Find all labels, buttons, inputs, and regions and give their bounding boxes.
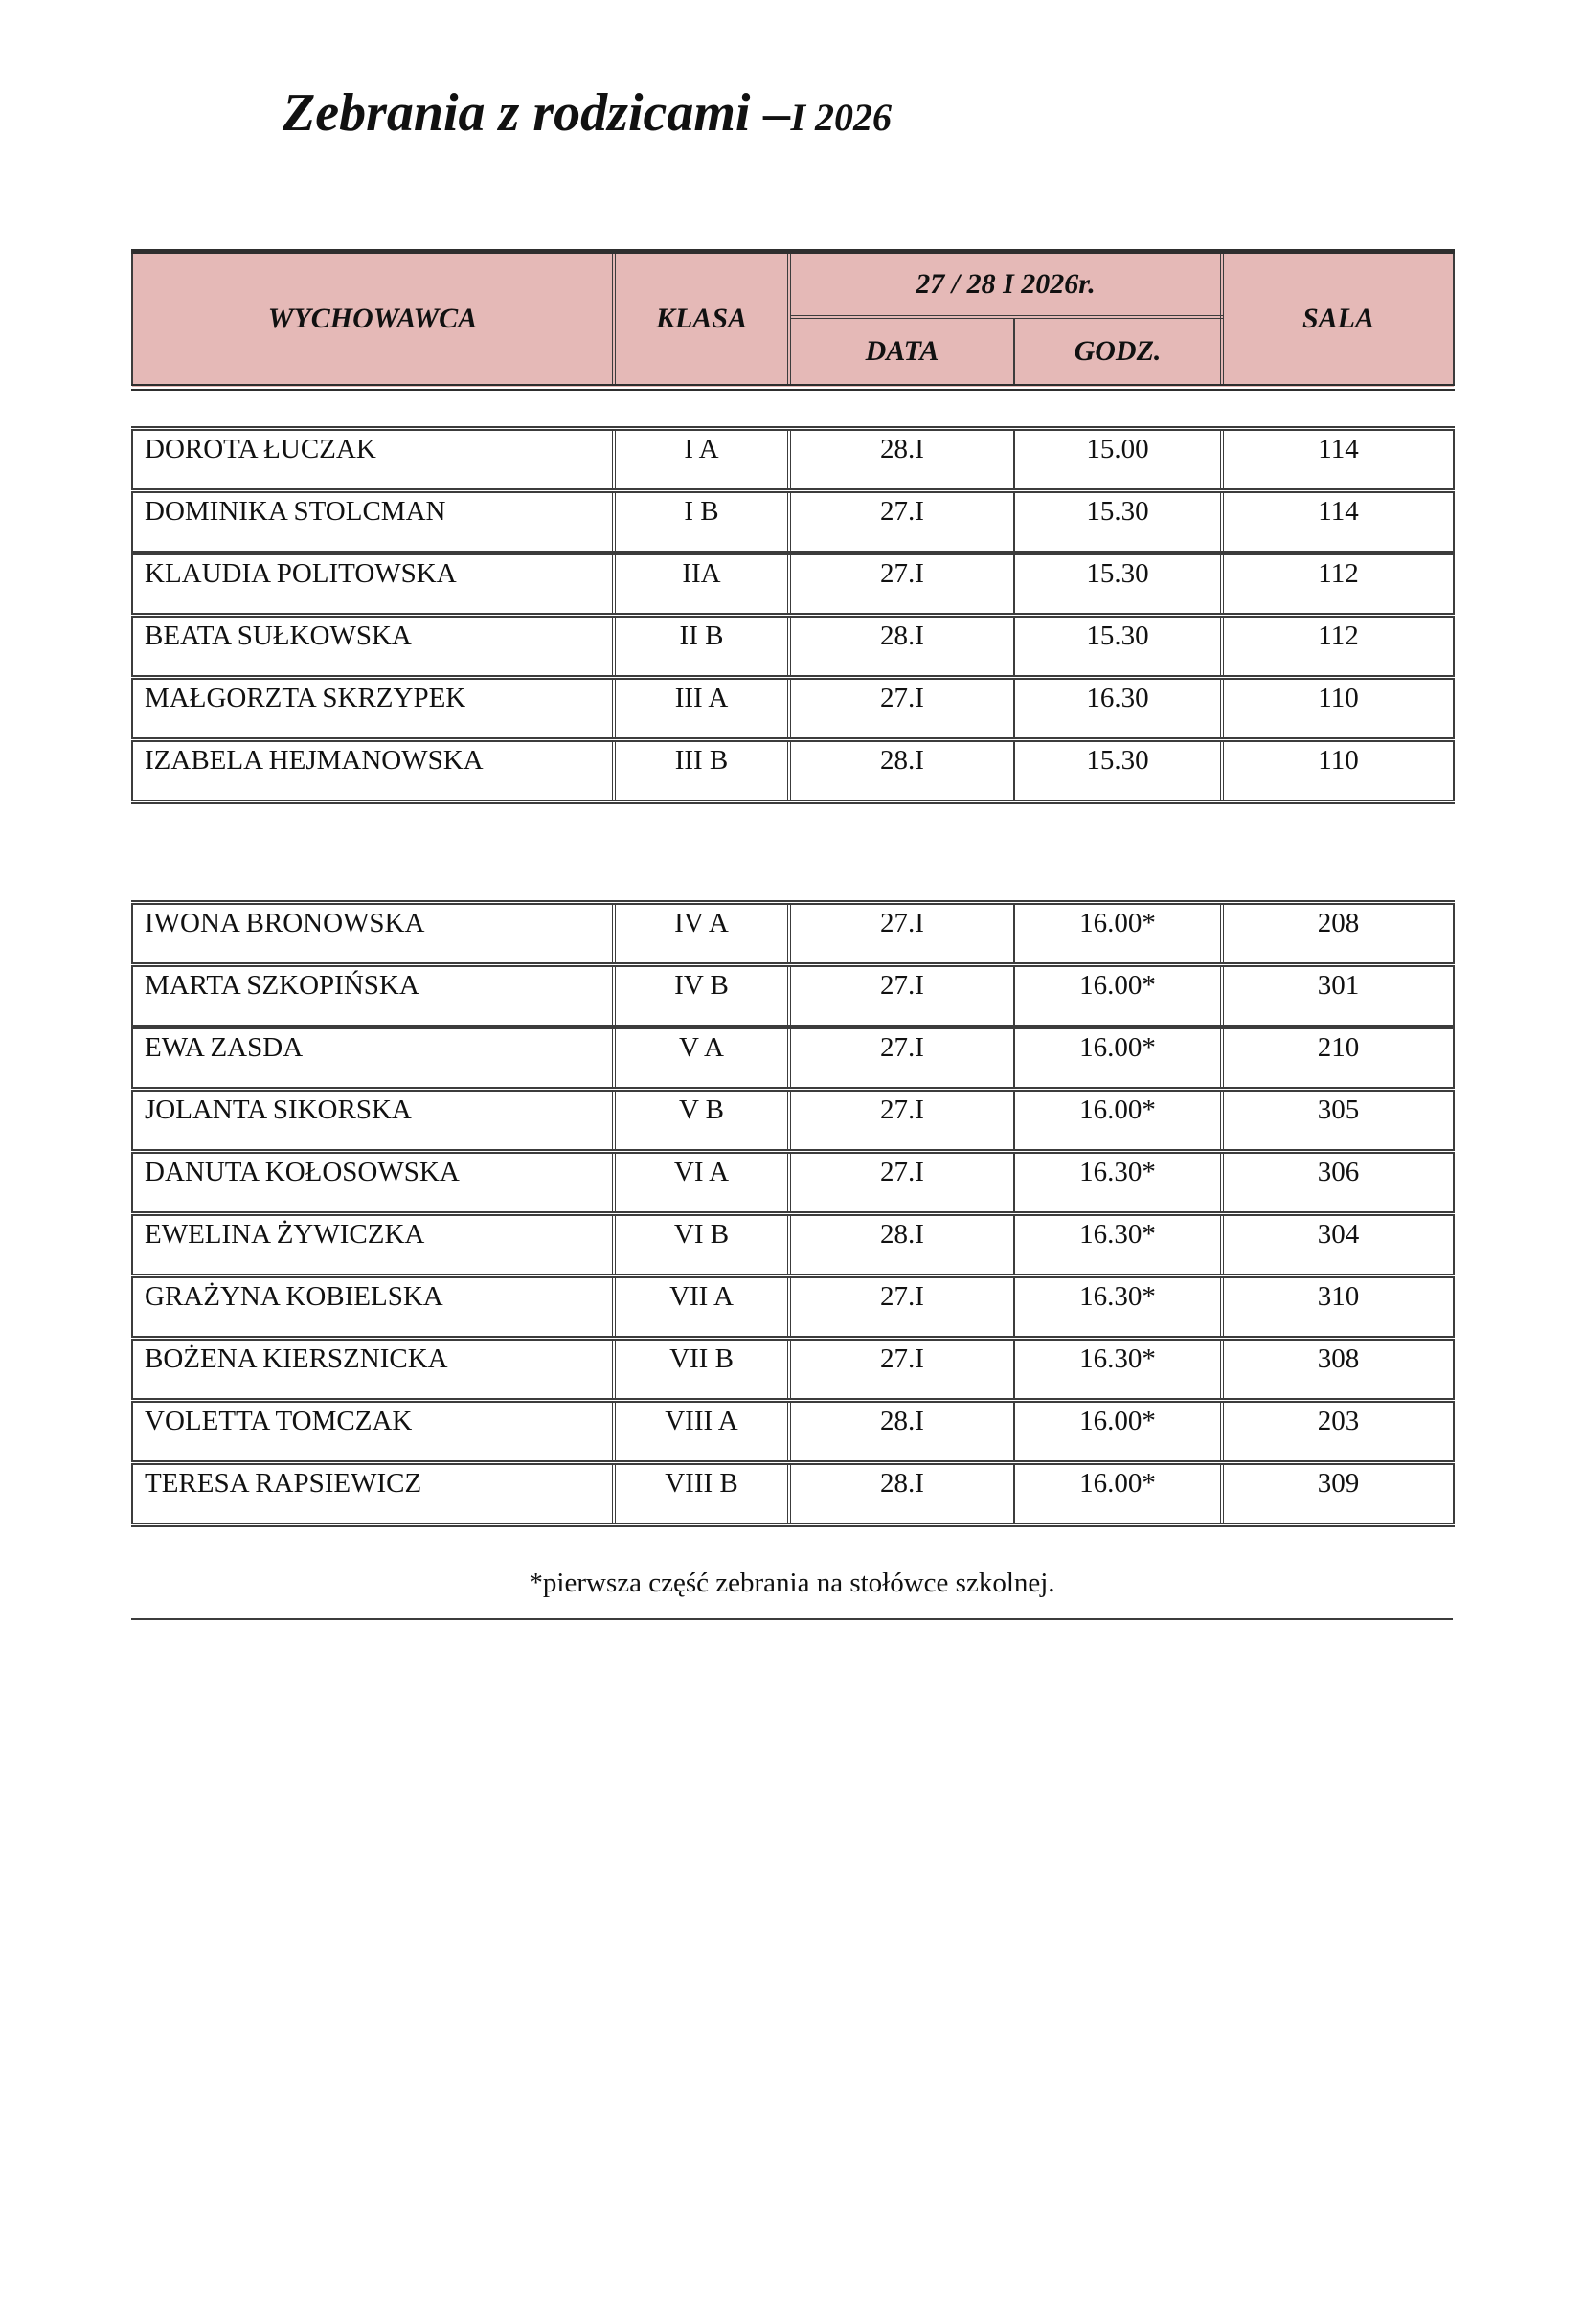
class-cell: II B — [614, 615, 789, 677]
class-cell: I A — [614, 428, 789, 490]
class-cell: III B — [614, 739, 789, 801]
room-cell: 110 — [1222, 739, 1454, 801]
time-cell: 16.00* — [1014, 1027, 1222, 1089]
class-cell: VI B — [614, 1213, 789, 1275]
time-cell: 16.00* — [1014, 1089, 1222, 1151]
schedule-sheet — [131, 249, 1453, 1620]
class-cell: IV B — [614, 964, 789, 1027]
date-cell: 27.I — [789, 1089, 1014, 1151]
teacher-name-cell: TERESA RAPSIEWICZ — [132, 1462, 614, 1524]
room-cell: 112 — [1222, 615, 1454, 677]
class-cell: VII B — [614, 1338, 789, 1400]
schedule-table-section-2 — [131, 900, 1455, 1527]
time-cell: 15.30 — [1014, 615, 1222, 677]
time-cell: 15.30 — [1014, 490, 1222, 553]
class-cell: VIII A — [614, 1400, 789, 1462]
date-cell: 28.I — [789, 739, 1014, 801]
date-cell: 27.I — [789, 1027, 1014, 1089]
class-cell: V B — [614, 1089, 789, 1151]
date-cell: 27.I — [789, 902, 1014, 964]
class-cell: IV A — [614, 902, 789, 964]
page-title — [283, 84, 1584, 144]
time-cell: 16.30 — [1014, 677, 1222, 739]
teacher-name-cell: KLAUDIA POLITOWSKA — [132, 553, 614, 615]
date-cell: 27.I — [789, 677, 1014, 739]
time-cell: 16.00* — [1014, 1400, 1222, 1462]
page-title-suffix: I 2026 — [790, 96, 893, 139]
room-cell: 309 — [1222, 1462, 1454, 1524]
time-cell: 16.00* — [1014, 964, 1222, 1027]
room-cell: 305 — [1222, 1089, 1454, 1151]
room-cell: 114 — [1222, 490, 1454, 553]
room-cell: 203 — [1222, 1400, 1454, 1462]
date-cell: 28.I — [789, 1462, 1014, 1524]
table-row — [132, 1089, 1454, 1151]
time-cell: 15.30 — [1014, 739, 1222, 801]
col-header-klasa: KLASA — [614, 251, 789, 387]
time-cell: 16.00* — [1014, 902, 1222, 964]
room-cell: 306 — [1222, 1151, 1454, 1213]
col-header-data: DATA — [789, 317, 1014, 388]
time-cell: 16.30* — [1014, 1151, 1222, 1213]
teacher-name-cell: BOŻENA KIERSZNICKA — [132, 1338, 614, 1400]
table-row — [132, 1400, 1454, 1462]
schedule-table-section-1 — [131, 426, 1455, 804]
class-cell: VI A — [614, 1151, 789, 1213]
time-cell: 16.30* — [1014, 1275, 1222, 1338]
date-cell: 27.I — [789, 553, 1014, 615]
room-cell: 112 — [1222, 553, 1454, 615]
date-cell: 27.I — [789, 490, 1014, 553]
teacher-name-cell: EWA ZASDA — [132, 1027, 614, 1089]
table-row — [132, 428, 1454, 490]
col-header-sala: SALA — [1222, 251, 1454, 387]
teacher-name-cell: DOROTA ŁUCZAK — [132, 428, 614, 490]
page-title-main: Zebrania z rodzicami – — [283, 83, 791, 143]
date-cell: 28.I — [789, 428, 1014, 490]
date-cell: 27.I — [789, 1275, 1014, 1338]
time-cell: 16.30* — [1014, 1338, 1222, 1400]
date-cell: 27.I — [789, 1151, 1014, 1213]
table-row — [132, 615, 1454, 677]
room-cell: 208 — [1222, 902, 1454, 964]
date-cell: 28.I — [789, 1213, 1014, 1275]
teacher-name-cell: JOLANTA SIKORSKA — [132, 1089, 614, 1151]
document-page — [0, 84, 1584, 2324]
class-cell: VII A — [614, 1275, 789, 1338]
table-row — [132, 739, 1454, 801]
footnote: *pierwsza część zebrania na stołówce szkolnej. — [131, 1568, 1453, 1620]
date-cell: 28.I — [789, 615, 1014, 677]
date-cell: 27.I — [789, 964, 1014, 1027]
table-row — [132, 1151, 1454, 1213]
table-row — [132, 964, 1454, 1027]
table-row — [132, 1338, 1454, 1400]
teacher-name-cell: VOLETTA TOMCZAK — [132, 1400, 614, 1462]
room-cell: 210 — [1222, 1027, 1454, 1089]
schedule-table-header — [131, 249, 1455, 391]
teacher-name-cell: IWONA BRONOWSKA — [132, 902, 614, 964]
room-cell: 310 — [1222, 1275, 1454, 1338]
room-cell: 304 — [1222, 1213, 1454, 1275]
teacher-name-cell: MARTA SZKOPIŃSKA — [132, 964, 614, 1027]
table-row — [132, 1213, 1454, 1275]
date-cell: 27.I — [789, 1338, 1014, 1400]
time-cell: 15.00 — [1014, 428, 1222, 490]
teacher-name-cell: DANUTA KOŁOSOWSKA — [132, 1151, 614, 1213]
table-row — [132, 1462, 1454, 1524]
teacher-name-cell: DOMINIKA STOLCMAN — [132, 490, 614, 553]
col-header-godz: GODZ. — [1014, 317, 1222, 388]
teacher-name-cell: EWELINA ŻYWICZKA — [132, 1213, 614, 1275]
table-row — [132, 490, 1454, 553]
col-header-date-group: 27 / 28 I 2026r. — [789, 251, 1222, 317]
class-cell: I B — [614, 490, 789, 553]
col-header-wychowawca: WYCHOWAWCA — [132, 251, 614, 387]
room-cell: 114 — [1222, 428, 1454, 490]
table-row — [132, 553, 1454, 615]
table-row — [132, 902, 1454, 964]
date-cell: 28.I — [789, 1400, 1014, 1462]
teacher-name-cell: BEATA SUŁKOWSKA — [132, 615, 614, 677]
teacher-name-cell: MAŁGORZTA SKRZYPEK — [132, 677, 614, 739]
header-row-1 — [132, 251, 1454, 317]
teacher-name-cell: IZABELA HEJMANOWSKA — [132, 739, 614, 801]
room-cell: 308 — [1222, 1338, 1454, 1400]
class-cell: V A — [614, 1027, 789, 1089]
class-cell: III A — [614, 677, 789, 739]
room-cell: 110 — [1222, 677, 1454, 739]
table-row — [132, 1027, 1454, 1089]
room-cell: 301 — [1222, 964, 1454, 1027]
time-cell: 16.00* — [1014, 1462, 1222, 1524]
table-row — [132, 1275, 1454, 1338]
table-row — [132, 677, 1454, 739]
teacher-name-cell: GRAŻYNA KOBIELSKA — [132, 1275, 614, 1338]
time-cell: 15.30 — [1014, 553, 1222, 615]
class-cell: IIA — [614, 553, 789, 615]
class-cell: VIII B — [614, 1462, 789, 1524]
time-cell: 16.30* — [1014, 1213, 1222, 1275]
